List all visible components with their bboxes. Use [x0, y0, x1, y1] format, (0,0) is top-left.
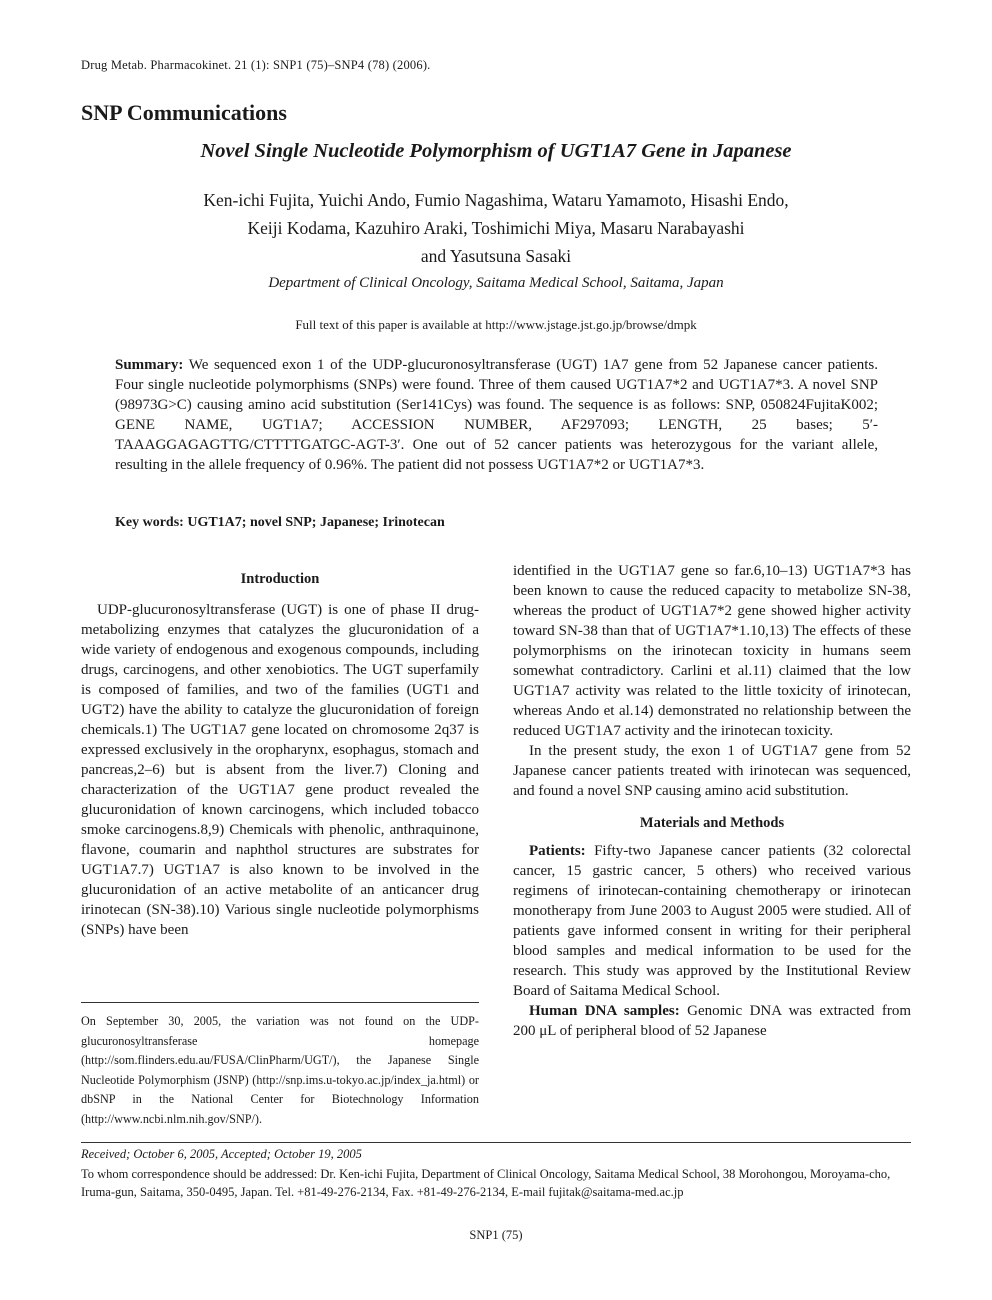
dna-samples-label: Human DNA samples:	[529, 1003, 680, 1019]
author-line-3: and Yasutsuna Sasaki	[420, 246, 572, 266]
affiliation: Department of Clinical Oncology, Saitama Medical School, Saitama, Japan	[268, 275, 724, 291]
summary-label: Summary:	[115, 357, 184, 373]
journal-reference: Drug Metab. Pharmacokinet. 21 (1): SNP1 (75)–SNP4 (78) (2006).	[81, 58, 431, 72]
summary-text: We sequenced exon 1 of the UDP-glucuronosyltransferase (UGT) 1A7 gene from 52 Japanese cancer patients. Four single nucleotide polymorphisms (SNPs) were found. Three of them caused UGT1A7*2 and UGT1A7*3. A novel SNP (98973G>C) causing amino acid substitution (Ser141Cys) was found. The sequence is as follows: SNP, 050824FujitaK002; GENE NAME, UGT1A7; ACCESSION NUMBER, AF297093; LENGTH, 25 bases; 5′-TAAAGGAGAGTTG/CTTTTGATGC-AGT-3′. One out of 52 cancer patients was heterozygous for the variant allele, resulting in the allele frequency of 0.96%. The patient did not possess UGT1A7*2 or UGT1A7*3.	[115, 357, 878, 473]
keywords-text: UGT1A7; novel SNP; Japanese; Irinotecan	[183, 515, 445, 530]
patients-text: Fifty-two Japanese cancer patients (32 colorectal cancer, 15 gastric cancer, 5 others) who received various regimens of irinotecan-containing chemotherapy or irinotecan monotherapy from June 2003 to August 2005 were studied. All of patients gave informed consent in writing for their peripheral blood samples and medical information to be used for the research. This study was approved by the Institutional Review Board of Saitama Medical School.	[513, 843, 911, 999]
dna-samples-paragraph	[513, 1001, 911, 1041]
received-dates: Received; October 6, 2005, Accepted; October 19, 2005	[81, 1147, 362, 1161]
correspondence-note: To whom correspondence should be addressed: Dr. Ken-ichi Fujita, Department of Clinical Oncology, Saitama Medical School, 38 Morohongou, Moroyama-cho, Iruma-gun, Saitama, 350-0495, Japan. Tel. +81-49-276-2134, Fax. +81-49-276-2134, E-mail fujitak@saitama-med.ac.jp	[81, 1167, 891, 1199]
patients-label: Patients:	[529, 843, 586, 859]
paper-title: Novel Single Nucleotide Polymorphism of UGT1A7 Gene in Japanese	[200, 140, 792, 162]
author-line-1: Ken-ichi Fujita, Yuichi Ando, Fumio Nagashima, Wataru Yamamoto, Hisashi Endo,	[203, 190, 789, 210]
footnote-divider	[81, 1002, 479, 1003]
fulltext-note: Full text of this paper is available at http://www.jstage.jst.go.jp/browse/dmpk	[295, 317, 697, 332]
dna-samples-text: Genomic DNA was extracted from 200 μL of peripheral blood of 52 Japanese	[513, 1003, 911, 1039]
methods-heading: Materials and Methods	[639, 815, 785, 831]
right-column	[513, 561, 911, 1041]
introduction-paragraph-1-continued: identified in the UGT1A7 gene so far.6,10–13) UGT1A7*3 has been known to cause the reduced capacity to metabolize SN-38, whereas the product of UGT1A7*2 gene showed higher activity toward SN-38 than that of UGT1A7*1.10,13) The effects of these polymorphisms on the irinotecan toxicity in humans seem somewhat contradictory. Carlini et al.11) claimed that the low UGT1A7 activity was related to the little toxicity of irinotecan, whereas Ando et al.14) demonstrated no relationship between the reduced UGT1A7 activity and the irinotecan toxicity.	[513, 563, 911, 739]
left-column	[81, 600, 479, 940]
introduction-heading: Introduction	[240, 571, 320, 587]
footnote: On September 30, 2005, the variation was not found on the UDP-glucuronosyltransferase homepage (http://som.flinders.edu.au/FUSA/ClinPharm/UGT/), the Japanese Single Nucleotide Polymorphism (JSNP) (http://snp.ims.u-tokyo.ac.jp/index_ja.html) or dbSNP in the National Center for Biotechnology Information (http://www.ncbi.nlm.nih.gov/SNP/).	[81, 1014, 479, 1126]
introduction-paragraph-2: In the present study, the exon 1 of UGT1A7 gene from 52 Japanese cancer patients treated with irinotecan was sequenced, and found a novel SNP causing amino acid substitution.	[513, 743, 911, 799]
patients-paragraph	[513, 841, 911, 1001]
summary-block	[115, 355, 878, 475]
keywords-label: Key words:	[115, 515, 184, 530]
bottom-divider	[81, 1142, 911, 1143]
keywords-block	[115, 515, 445, 531]
author-line-2: Keiji Kodama, Kazuhiro Araki, Toshimichi Miya, Masaru Narabayashi	[247, 218, 745, 238]
section-heading: SNP Communications	[81, 100, 287, 125]
page-number: SNP1 (75)	[469, 1228, 523, 1242]
introduction-paragraph-1: UDP-glucuronosyltransferase (UGT) is one of phase II drug-metabolizing enzymes that catalyzes the glucuronidation of a wide variety of endogenous and exogenous compounds, including drugs, carcinogens, and other xenobiotics. The UGT superfamily is composed of families, and two of the families (UGT1 and UGT2) have the ability to catalyze the glucuronidation of foreign chemicals.1) The UGT1A7 gene located on chromosome 2q37 is expressed exclusively in the oropharynx, esophagus, stomach and pancreas,2–6) but is absent from the liver.7) Cloning and characterization of the UGT1A7 gene product revealed the glucuronidation of known carcinogens, which included tobacco smoke carcinogens.8,9) Chemicals with phenolic, anthraquinone, flavone, coumarin and naphthol structures are substrates for UGT1A7.7) UGT1A7 is also known to be involved in the glucuronidation of an active metabolite of an anticancer drug irinotecan (SN-38).10) Various single nucleotide polymorphisms (SNPs) have been	[81, 602, 479, 938]
